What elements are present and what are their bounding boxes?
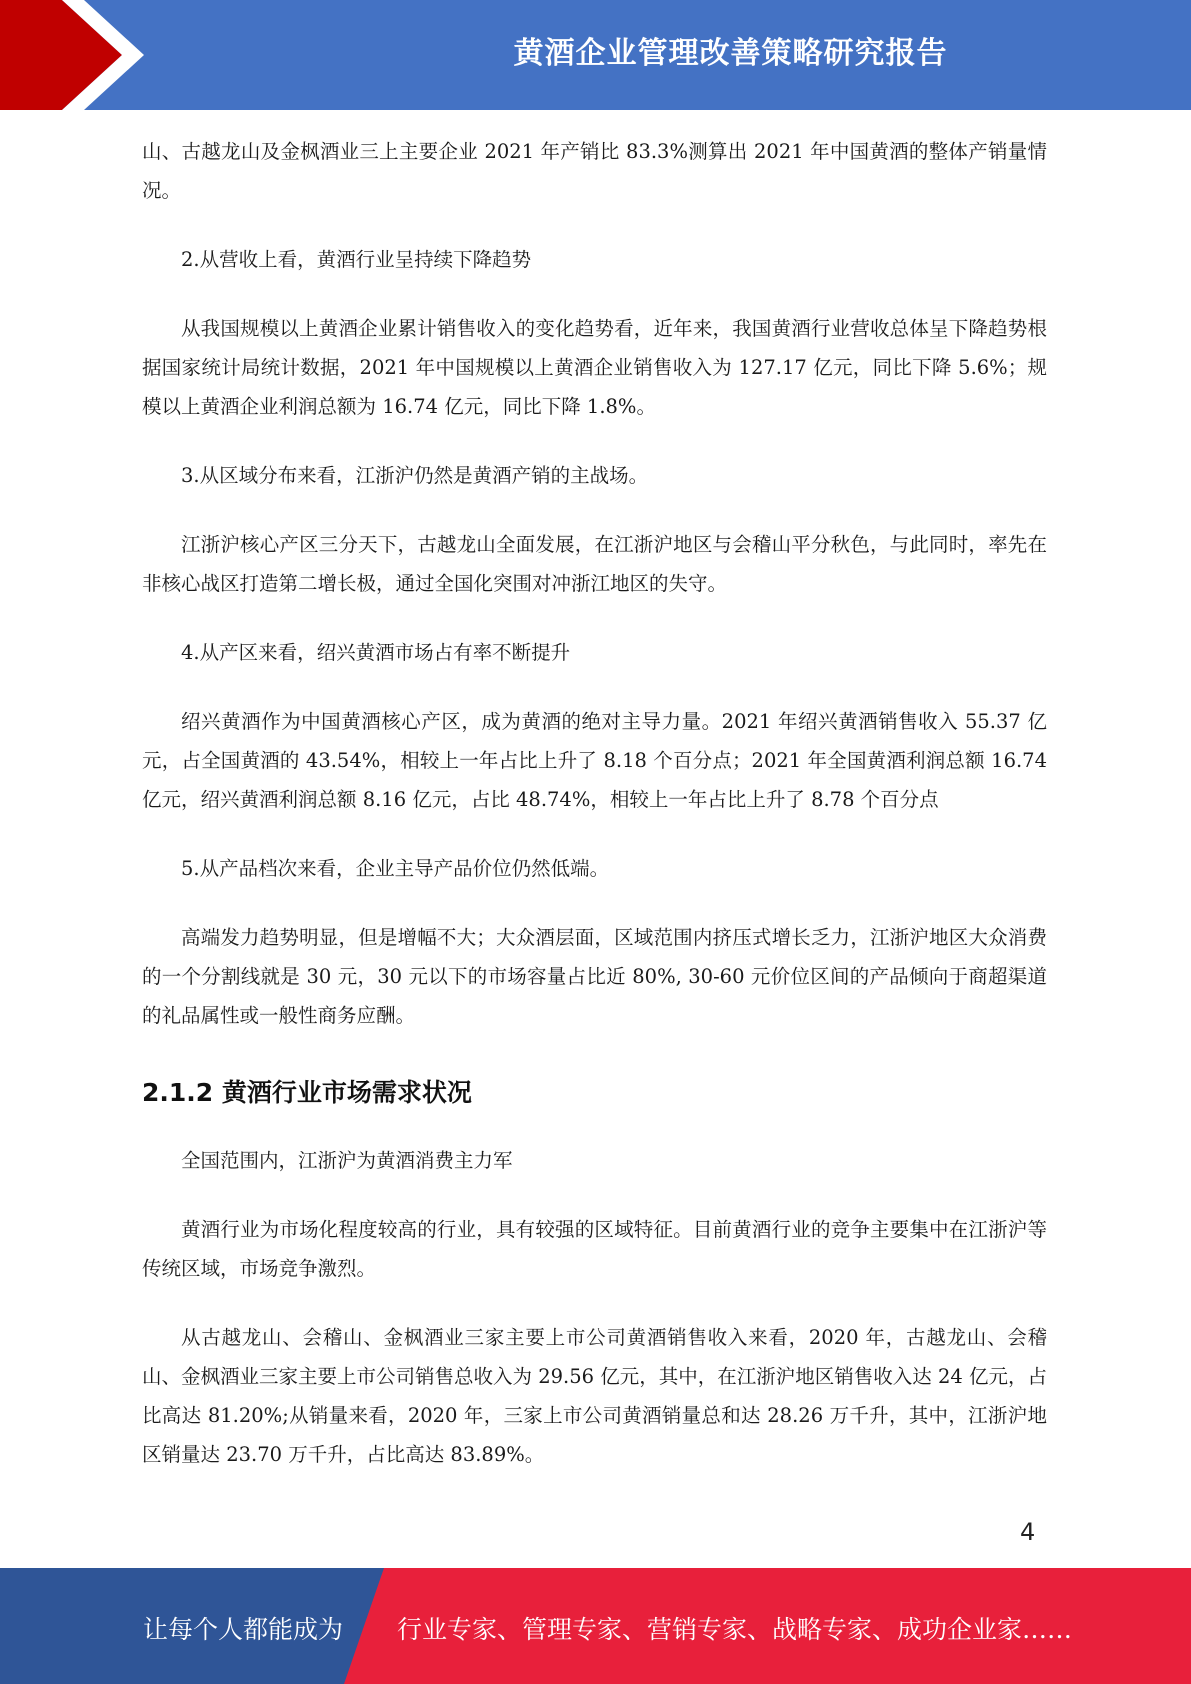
paragraph-region: 江浙沪核心产区三分天下，古越龙山全面发展，在江浙沪地区与会稽山平分秋色，与此同时，率先在非核心战区打造第二增长极，通过全国化突围对冲浙江地区的失守。 — [142, 533, 1047, 595]
footer-slogan-right: 行业专家、管理专家、营销专家、战略专家、成功企业家…… — [397, 1615, 1073, 1644]
subheading-origin: 4.从产区来看，绍兴黄酒市场占有率不断提升 — [181, 641, 571, 664]
subheading-region: 3.从区域分布来看，江浙沪仍然是黄酒产销的主战场。 — [181, 464, 649, 487]
paragraph-demand: 黄酒行业为市场化程度较高的行业，具有较强的区域特征。目前黄酒行业的竞争主要集中在江浙沪等传统区域，市场竞争激烈。 — [142, 1218, 1047, 1280]
footer-slogan-left: 让每个人都能成为 — [143, 1615, 344, 1644]
page-body — [142, 132, 1047, 1474]
page-footer — [0, 1568, 1191, 1684]
paragraph-product-tier: 高端发力趋势明显，但是增幅不大；大众酒层面，区域范围内挤压式增长乏力，江浙沪地区大众消费的一个分割线就是 30 元，30 元以下的市场容量占比近 80%, 30-60 元价位区间的产品倾向于商超渠道的礼品属性或一般性商务应酬。 — [142, 926, 1047, 1027]
subheading-product-tier: 5.从产品档次来看，企业主导产品价位仍然低端。 — [181, 857, 610, 880]
paragraph-origin: 绍兴黄酒作为中国黄酒核心产区，成为黄酒的绝对主导力量。2021 年绍兴黄酒销售收入 55.37 亿元，占全国黄酒的 43.54%，相较上一年占比上升了 8.18 个百分点；2021 年全国黄酒利润总额 16.74 亿元，绍兴黄酒利润总额 8.16 亿元，占比 48.74%，相较上一年占比上升了 8.78 个百分点 — [142, 710, 1047, 811]
paragraph-1: 山、古越龙山及金枫酒业三上主要企业 2021 年产销比 83.3%测算出 2021 年中国黄酒的整体产销量情况。 — [142, 140, 1047, 202]
subheading-demand: 全国范围内，江浙沪为黄酒消费主力军 — [181, 1149, 513, 1172]
paragraph-listed-companies: 从古越龙山、会稽山、金枫酒业三家主要上市公司黄酒销售收入来看，2020 年，古越龙山、会稽山、金枫酒业三家主要上市公司销售总收入为 29.56 亿元，其中，在江浙沪地区销售收入达 24 亿元，占比高达 81.20%;从销量来看，2020 年，三家上市公司黄酒销量总和达 28.26 万千升，其中，江浙沪地区销量达 23.70 万千升，占比高达 83.89%。 — [142, 1326, 1047, 1466]
subheading-revenue: 2.从营收上看，黄酒行业呈持续下降趋势 — [181, 248, 532, 271]
document-title: 黄酒企业管理改善策略研究报告 — [513, 36, 948, 71]
section-heading: 2.1.2 黄酒行业市场需求状况 — [142, 1078, 472, 1107]
page-number: 4 — [1020, 1518, 1036, 1546]
paragraph-revenue: 从我国规模以上黄酒企业累计销售收入的变化趋势看，近年来，我国黄酒行业营收总体呈下降趋势根据国家统计局统计数据，2021 年中国规模以上黄酒企业销售收入为 127.17 亿元，同比下降 5.6%；规模以上黄酒企业利润总额为 16.74 亿元，同比下降 1.8%。 — [142, 317, 1047, 418]
page-header — [0, 0, 1191, 110]
